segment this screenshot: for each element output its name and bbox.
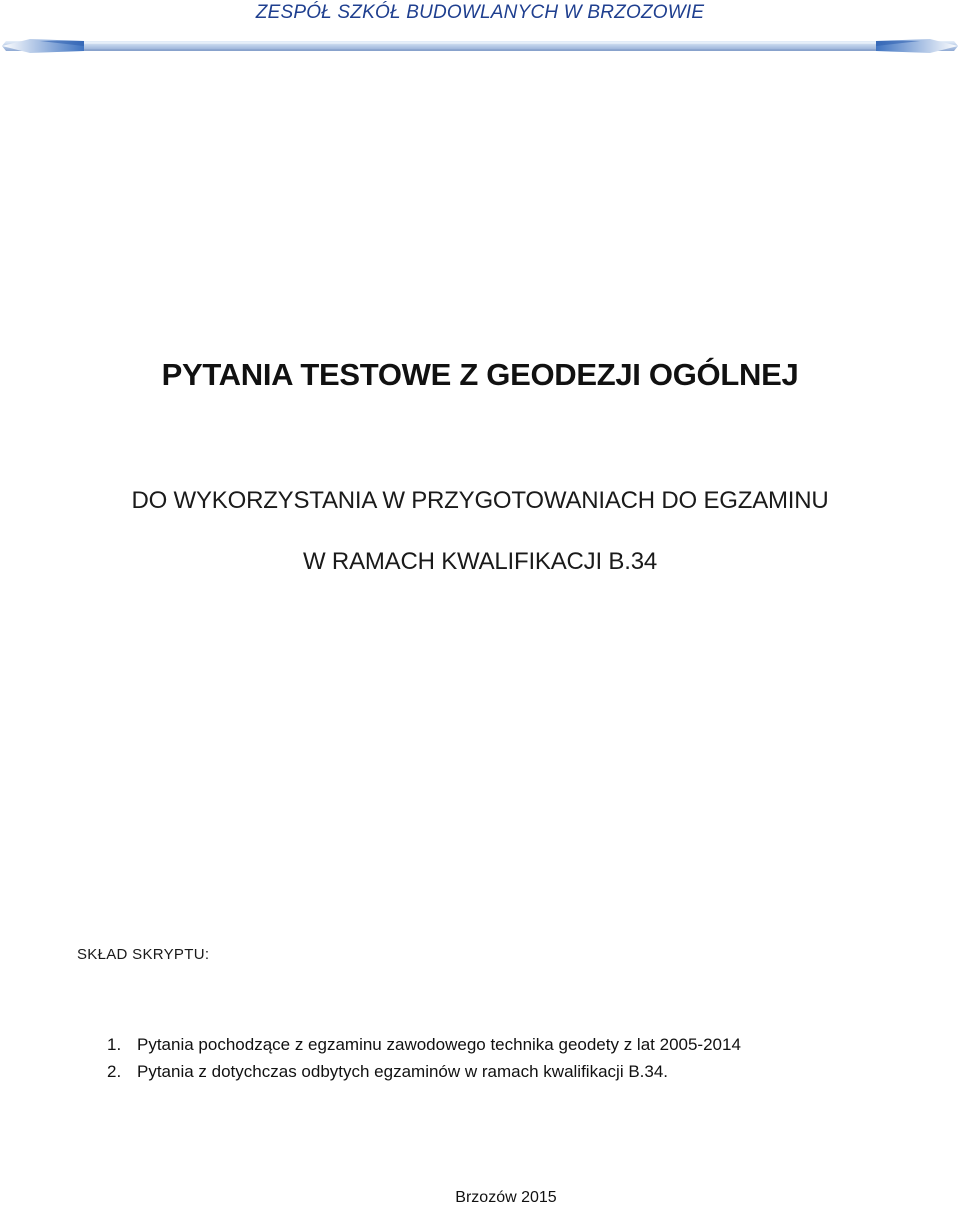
list-item-text: Pytania pochodzące z egzaminu zawodowego technika geodety z lat 2005-2014 [137, 1035, 741, 1054]
document-subtitle-line2: W RAMACH KWALIFIKACJI B.34 [303, 548, 657, 575]
footer-place-year: Brzozów 2015 [455, 1189, 557, 1206]
list-item-number: 1. [107, 1035, 122, 1054]
list-item [107, 1058, 741, 1085]
document-subtitle-line1: DO WYKORZYSTANIA W PRZYGOTOWANIACH DO EGZAMINU [131, 487, 829, 514]
list-item [107, 1031, 741, 1058]
list-item-number: 2. [107, 1062, 122, 1081]
header-decorative-rule [0, 30, 960, 58]
list-item-text: Pytania z dotychczas odbytych egzaminów w ramach kwalifikacji B.34. [137, 1062, 669, 1081]
header-school-name: ZESPÓŁ SZKÓŁ BUDOWLANYCH W BRZOZOWIE [255, 2, 705, 23]
contents-list [107, 1031, 741, 1085]
contents-label: SKŁAD SKRYPTU: [77, 946, 210, 963]
document-title: PYTANIA TESTOWE Z GEODEZJI OGÓLNEJ [161, 357, 799, 392]
